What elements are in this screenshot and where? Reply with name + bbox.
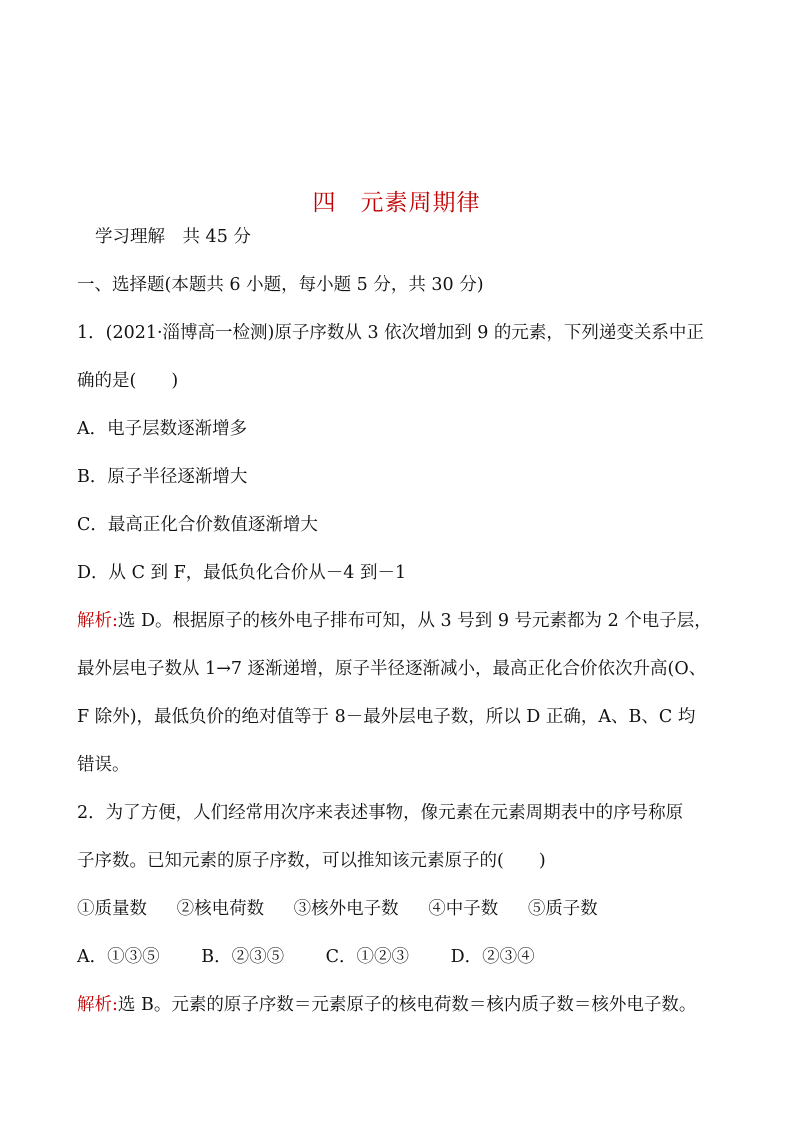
q2-analysis <box>77 992 727 1018</box>
q2-item-1: ①质量数 <box>77 899 147 919</box>
page-title: 四 元素周期律 <box>312 190 481 216</box>
q2-item-4: ④中子数 <box>428 899 499 919</box>
q2-choices <box>77 944 727 970</box>
q1-analysis-text1: 选 D。根据原子的核外电子排布可知，从 3 号到 9 号元素都为 2 个电子层， <box>117 611 712 631</box>
q2-choice-b: B．②③⑤ <box>201 947 285 967</box>
q2-stem-line2: 子序数。已知元素的原子序数，可以推知该元素原子的( ) <box>77 851 546 871</box>
q1-option-d: D．从 C 到 F，最低负化合价从－4 到－1 <box>77 563 407 583</box>
q1-analysis-label: 解析: <box>77 611 118 631</box>
q2-analysis-label: 解析: <box>77 995 118 1015</box>
section-subtitle: 学习理解 共 45 分 <box>95 227 251 247</box>
q2-choice-a: A．①③⑤ <box>77 947 160 967</box>
section-heading: 一、选择题(本题共 6 小题，每小题 5 分，共 30 分) <box>77 275 484 295</box>
q1-option-c: C．最高正化合价数值逐渐增大 <box>77 515 318 535</box>
q2-analysis-text: 选 B。元素的原子序数＝元素原子的核电荷数＝核内质子数＝核外电子数。 <box>117 995 697 1015</box>
q2-items <box>77 896 727 922</box>
q2-item-2: ②核电荷数 <box>176 899 265 919</box>
q1-stem-line2: 确的是( ) <box>77 371 179 391</box>
q1-option-a: A．电子层数逐渐增多 <box>77 419 248 439</box>
q1-analysis-line2: 最外层电子数从 1→7 逐渐递增，原子半径逐渐减小，最高正化合价依次升高(O、 <box>77 659 707 679</box>
q2-choice-d: D．②③④ <box>450 947 535 967</box>
q1-analysis-line3: F 除外)，最低负价的绝对值等于 8－最外层电子数，所以 D 正确，A、B、C 均 <box>77 707 696 727</box>
q2-item-3: ③核外电子数 <box>293 899 399 919</box>
q1-stem-line1: 1．(2021·淄博高一检测)原子序数从 3 依次增加到 9 的元素，下列递变关系中正 <box>77 323 704 343</box>
q2-choice-c: C．①②③ <box>325 947 410 967</box>
q1-option-b: B．原子半径逐渐增大 <box>77 467 248 487</box>
q1-analysis-line1 <box>77 608 727 634</box>
q1-analysis-line4: 错误。 <box>77 755 130 775</box>
q2-stem-line1: 2．为了方便，人们经常用次序来表述事物，像元素在元素周期表中的序号称原 <box>77 803 684 823</box>
q2-item-5: ⑤质子数 <box>527 899 598 919</box>
